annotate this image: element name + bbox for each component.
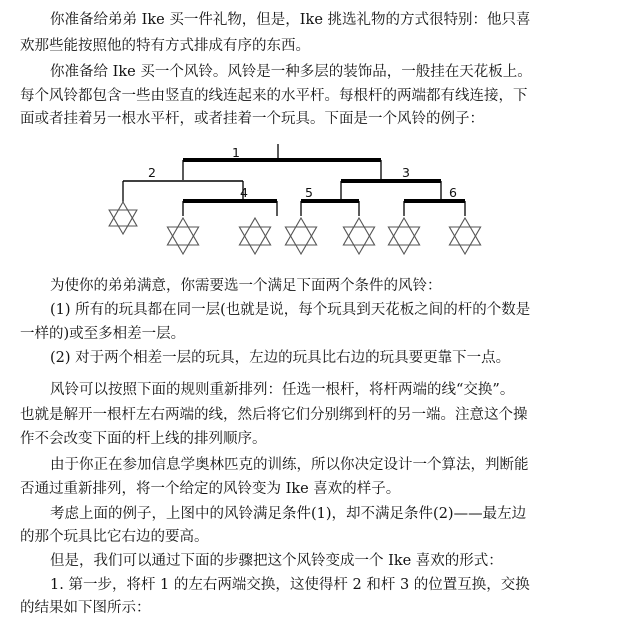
text-line: 你准备给 Ike 买一个风铃。风铃是一种多层的装饰品，一般挂在天花板上。	[50, 64, 532, 80]
rod-label-2: 2	[148, 165, 156, 180]
toy-star-icon	[167, 218, 198, 254]
text-line: (2) 对于两个相差一层的玩具，左边的玩具比右边的玩具要更靠下一点。	[50, 350, 511, 366]
toy-star-icon	[239, 218, 270, 254]
text-line: 作不会改变下面的杆上线的排列顺序。	[20, 431, 267, 447]
text-line: 1. 第一步，将杆 1 的左右两端交换，这使得杆 2 和杆 3 的位置互换，交换	[50, 577, 530, 593]
text-line: 的那个玩具比它右边的要高。	[20, 529, 209, 545]
rod-label-1: 1	[232, 145, 240, 160]
rod-label-4: 4	[240, 185, 248, 200]
rod-label-3: 3	[402, 165, 410, 180]
text-line: 为使你的弟弟满意，你需要选一个满足下面两个条件的风铃：	[50, 278, 442, 294]
text-line: 考虑上面的例子，上图中的风铃满足条件(1)，却不满足条件(2)——最左边	[50, 506, 527, 522]
text-line: 风铃可以按照下面的规则重新排列：任选一根杆，将杆两端的线“交换”。	[50, 382, 515, 398]
toy-star-icon	[109, 202, 137, 234]
text-line: 面或者挂着另一根水平杆，或者挂着一个玩具。下面是一个风铃的例子：	[20, 111, 484, 127]
rod-label-5: 5	[305, 185, 313, 200]
text-line: 也就是解开一根杆左右两端的线，然后将它们分别绑到杆的另一端。注意这个操	[20, 407, 528, 423]
rod-label-6: 6	[449, 185, 457, 200]
text-line: 的结果如下图所示：	[20, 600, 151, 616]
text-line: 你准备给弟弟 Ike 买一件礼物，但是，Ike 挑选礼物的方式很特别：他只喜	[50, 12, 531, 28]
toy-star-icon	[343, 218, 374, 254]
toy-star-icon	[449, 218, 480, 254]
mobile-figure	[95, 140, 495, 258]
text-line: 一样的)或至多相差一层。	[20, 326, 186, 342]
toy-star-icon	[285, 218, 316, 254]
text-line: 欢那些能按照他的特有方式排成有序的东西。	[20, 38, 310, 54]
text-line: 否通过重新排列，将一个给定的风铃变为 Ike 喜欢的样子。	[20, 481, 401, 497]
text-line: 每个风铃都包含一些由竖直的线连起来的水平杆。每根杆的两端都有线连接，下	[20, 88, 528, 104]
toy-star-icon	[388, 218, 419, 254]
text-line: 由于你正在参加信息学奥林匹克的训练，所以你决定设计一个算法，判断能	[50, 457, 529, 473]
text-line: (1) 所有的玩具都在同一层(也就是说，每个玩具到天花板之间的杆的个数是	[50, 302, 531, 318]
text-line: 但是，我们可以通过下面的步骤把这个风铃变成一个 Ike 喜欢的形式：	[50, 553, 503, 569]
